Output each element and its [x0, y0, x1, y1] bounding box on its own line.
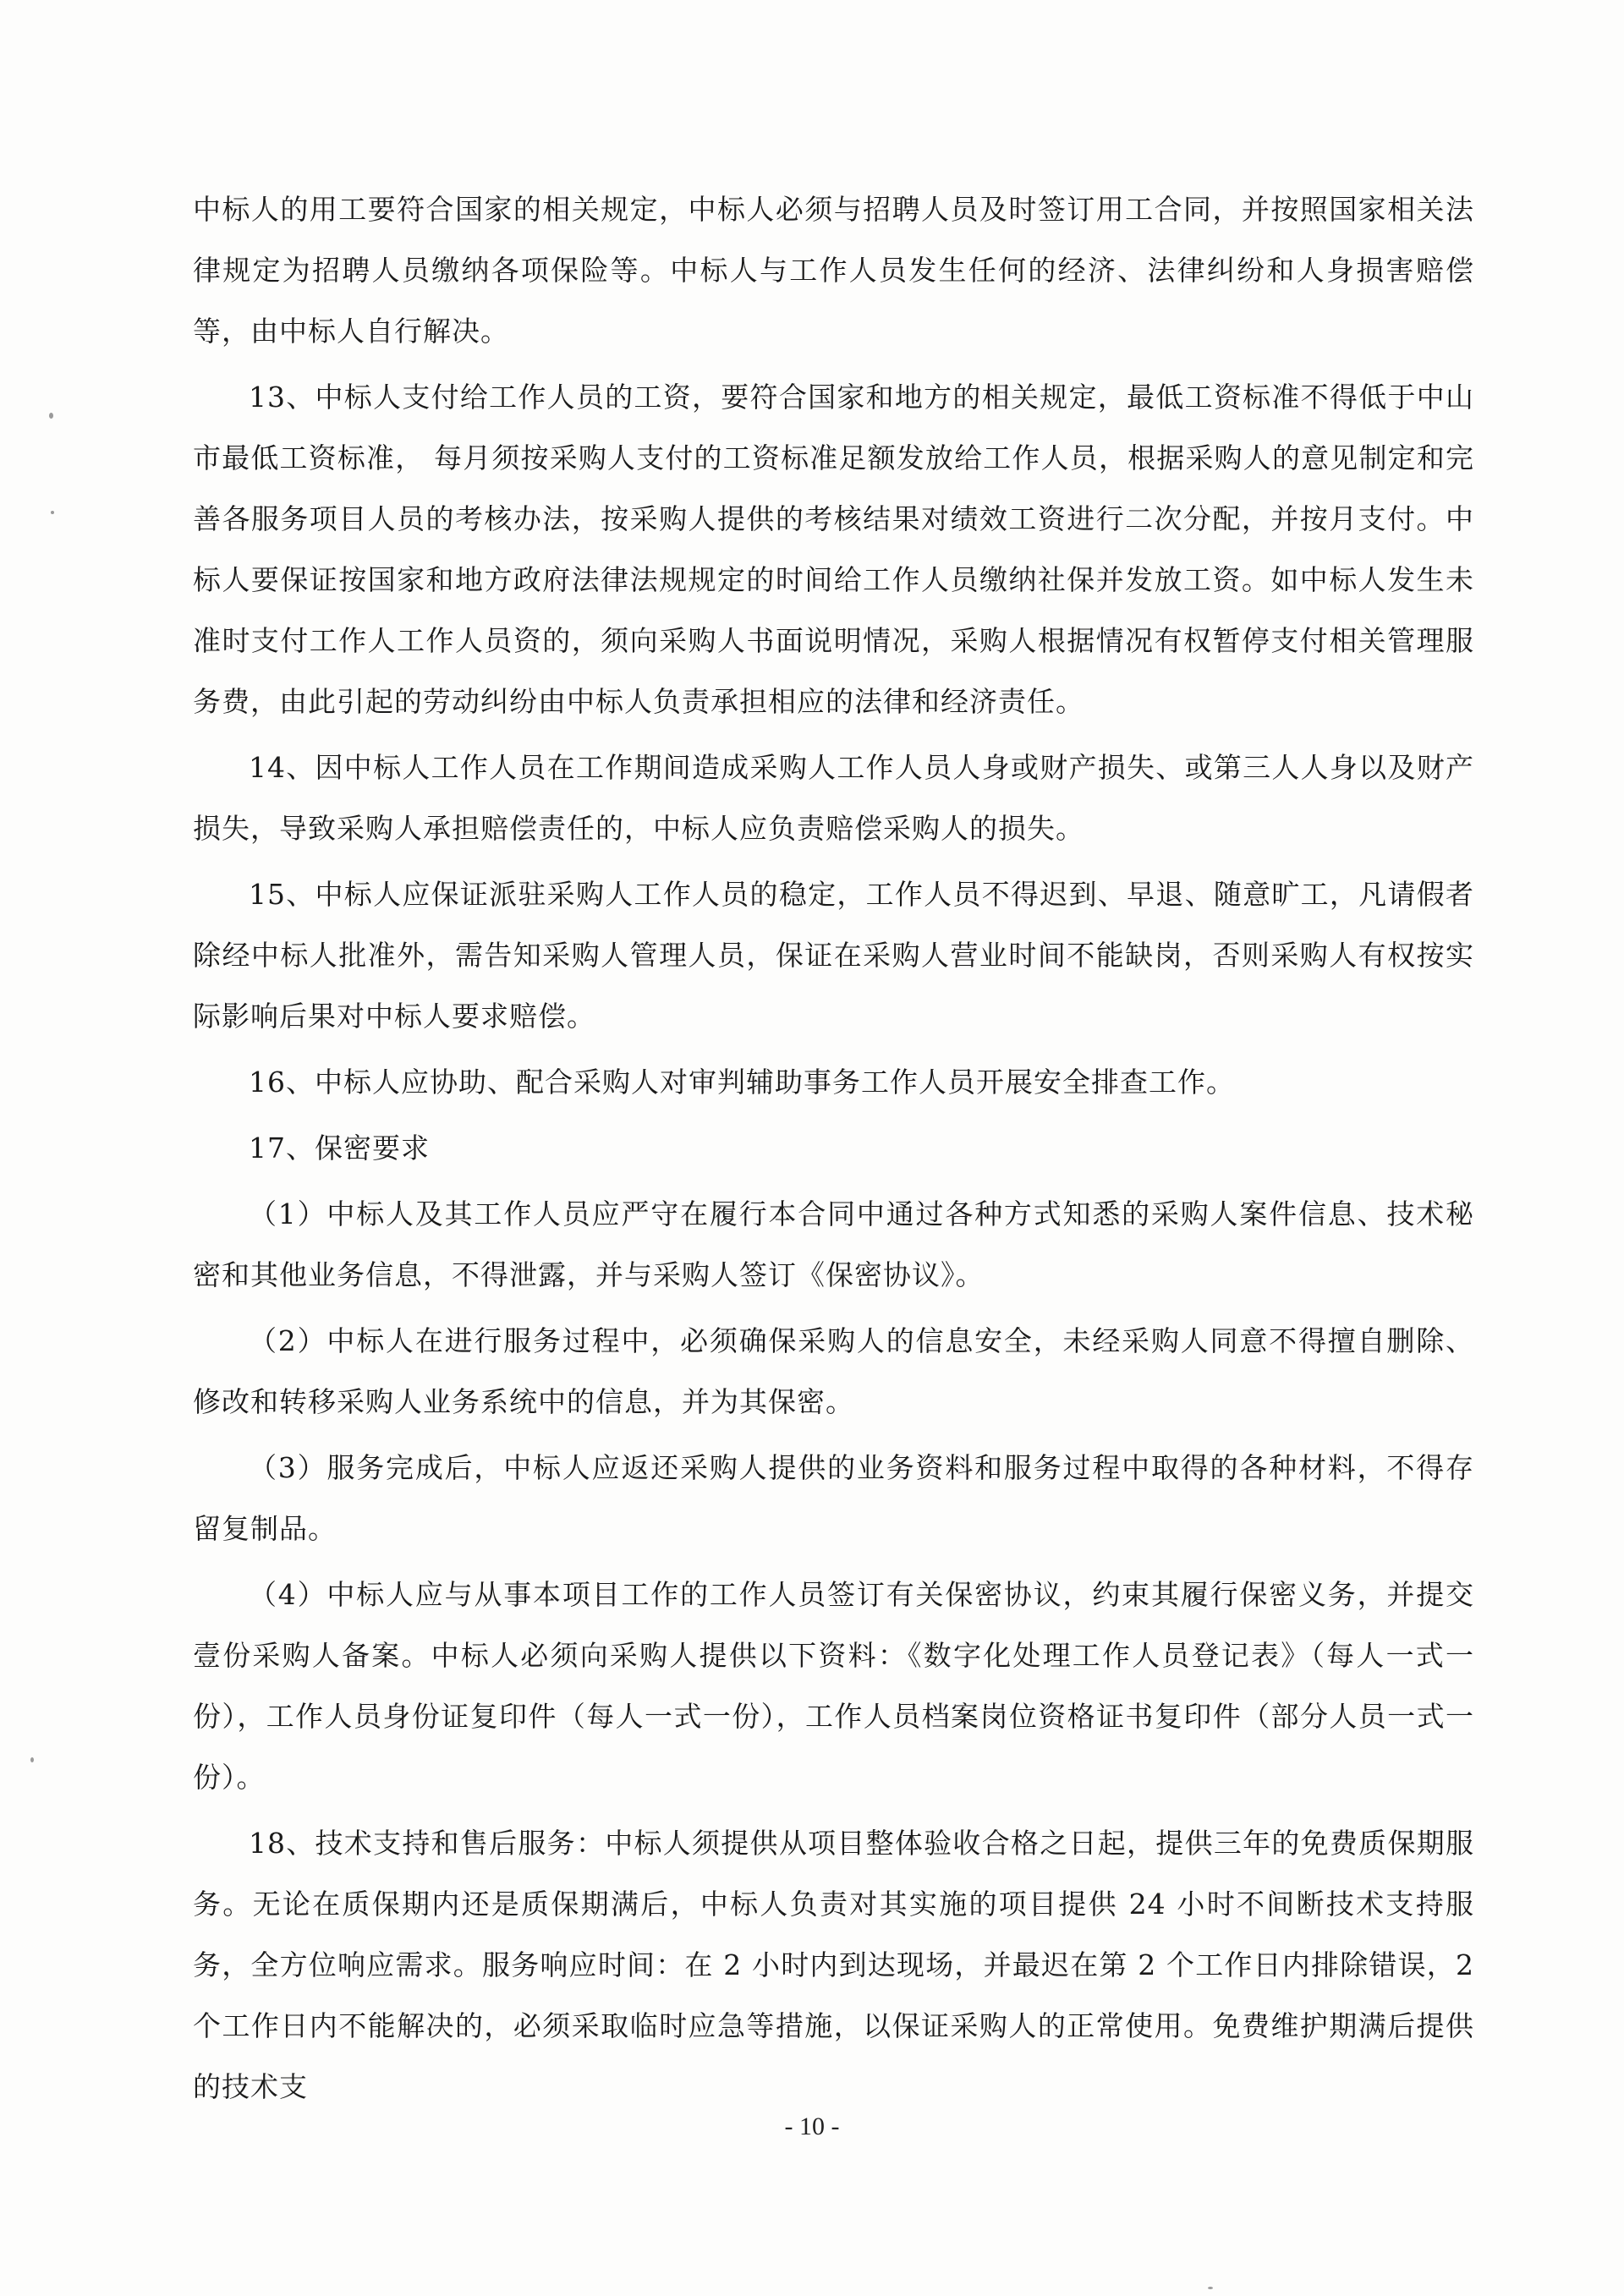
paragraph-17-item-4: （4）中标人应与从事本项目工作的工作人员签订有关保密协议，约束其履行保密义务，并提交壹份采购人备案。中标人必须向采购人提供以下资料：《数字化处理工作人员登记表》（每人一式一份），工作人员身份证复印件（每人一式一份），工作人员档案岗位资格证书复印件（部分人员一式一份）。 [193, 1578, 1474, 1794]
scan-speck [51, 511, 54, 514]
paragraph-17-item-2: （2）中标人在进行服务过程中，必须确保采购人的信息安全，未经采购人同意不得擅自删除、修改和转移采购人业务系统中的信息，并为其保密。 [193, 1324, 1474, 1418]
scan-speck [30, 1757, 34, 1762]
paragraph-17-item-1: （1）中标人及其工作人员应严守在履行本合同中通过各种方式知悉的采购人案件信息、技术秘密和其他业务信息，不得泄露，并与采购人签订《保密协议》。 [193, 1197, 1474, 1291]
document-body [193, 179, 1474, 2123]
paragraph-17-item-3: （3）服务完成后，中标人应返还采购人提供的业务资料和服务过程中取得的各种材料，不得存留复制品。 [193, 1451, 1474, 1545]
paragraph-18-support: 18、技术支持和售后服务：中标人须提供从项目整体验收合格之日起，提供三年的免费质保期服务。无论在质保期内还是质保期满后，中标人负责对其实施的项目提供 24 小时不间断技术支持服务，全方位响应需求。服务响应时间：在 2 小时内到达现场，并最迟在第 2 个工作日内排除错误，2 个工作日内不能解决的，必须采取临时应急等措施，以保证采购人的正常使用。免费维护期满后提供的技术支 [193, 1827, 1474, 2103]
paragraph-15-staff-stability: 15、中标人应保证派驻采购人工作人员的稳定，工作人员不得迟到、早退、随意旷工，凡请假者除经中标人批准外，需告知采购人管理人员，保证在采购人营业时间不能缺岗，否则采购人有权按实际影响后果对中标人要求赔偿。 [193, 878, 1474, 1033]
paragraph-17-confidentiality-heading: 17、保密要求 [249, 1132, 430, 1164]
paragraph-14-damages: 14、因中标人工作人员在工作期间造成采购人工作人员人身或财产损失、或第三人人身以及财产损失，导致采购人承担赔偿责任的，中标人应负责赔偿采购人的损失。 [193, 751, 1474, 845]
paragraph-employment: 中标人的用工要符合国家的相关规定，中标人必须与招聘人员及时签订用工合同，并按照国家相关法律规定为招聘人员缴纳各项保险等。中标人与工作人员发生任何的经济、法律纠纷和人身损害赔偿等，由中标人自行解决。 [193, 193, 1474, 348]
scan-speck [1208, 2287, 1213, 2289]
paragraph-16-safety-check: 16、中标人应协助、配合采购人对审判辅助事务工作人员开展安全排查工作。 [249, 1066, 1235, 1099]
scan-speck [49, 413, 53, 419]
paragraph-13-wages: 13、中标人支付给工作人员的工资，要符合国家和地方的相关规定，最低工资标准不得低于中山市最低工资标准， 每月须按采购人支付的工资标准足额发放给工作人员，根据采购人的意见制定和完善各服务项目人员的考核办法，按采购人提供的考核结果对绩效工资进行二次分配，并按月支付。中标人要保证按国家和地方政府法律法规规定的时间给工作人员缴纳社保并发放工资。如中标人发生未准时支付工作人工作人员资的，须向采购人书面说明情况，采购人根据情况有权暂停支付相关管理服务费，由此引起的劳动纠纷由中标人负责承担相应的法律和经济责任。 [193, 381, 1474, 718]
page-number: - 10 - [784, 2112, 840, 2140]
